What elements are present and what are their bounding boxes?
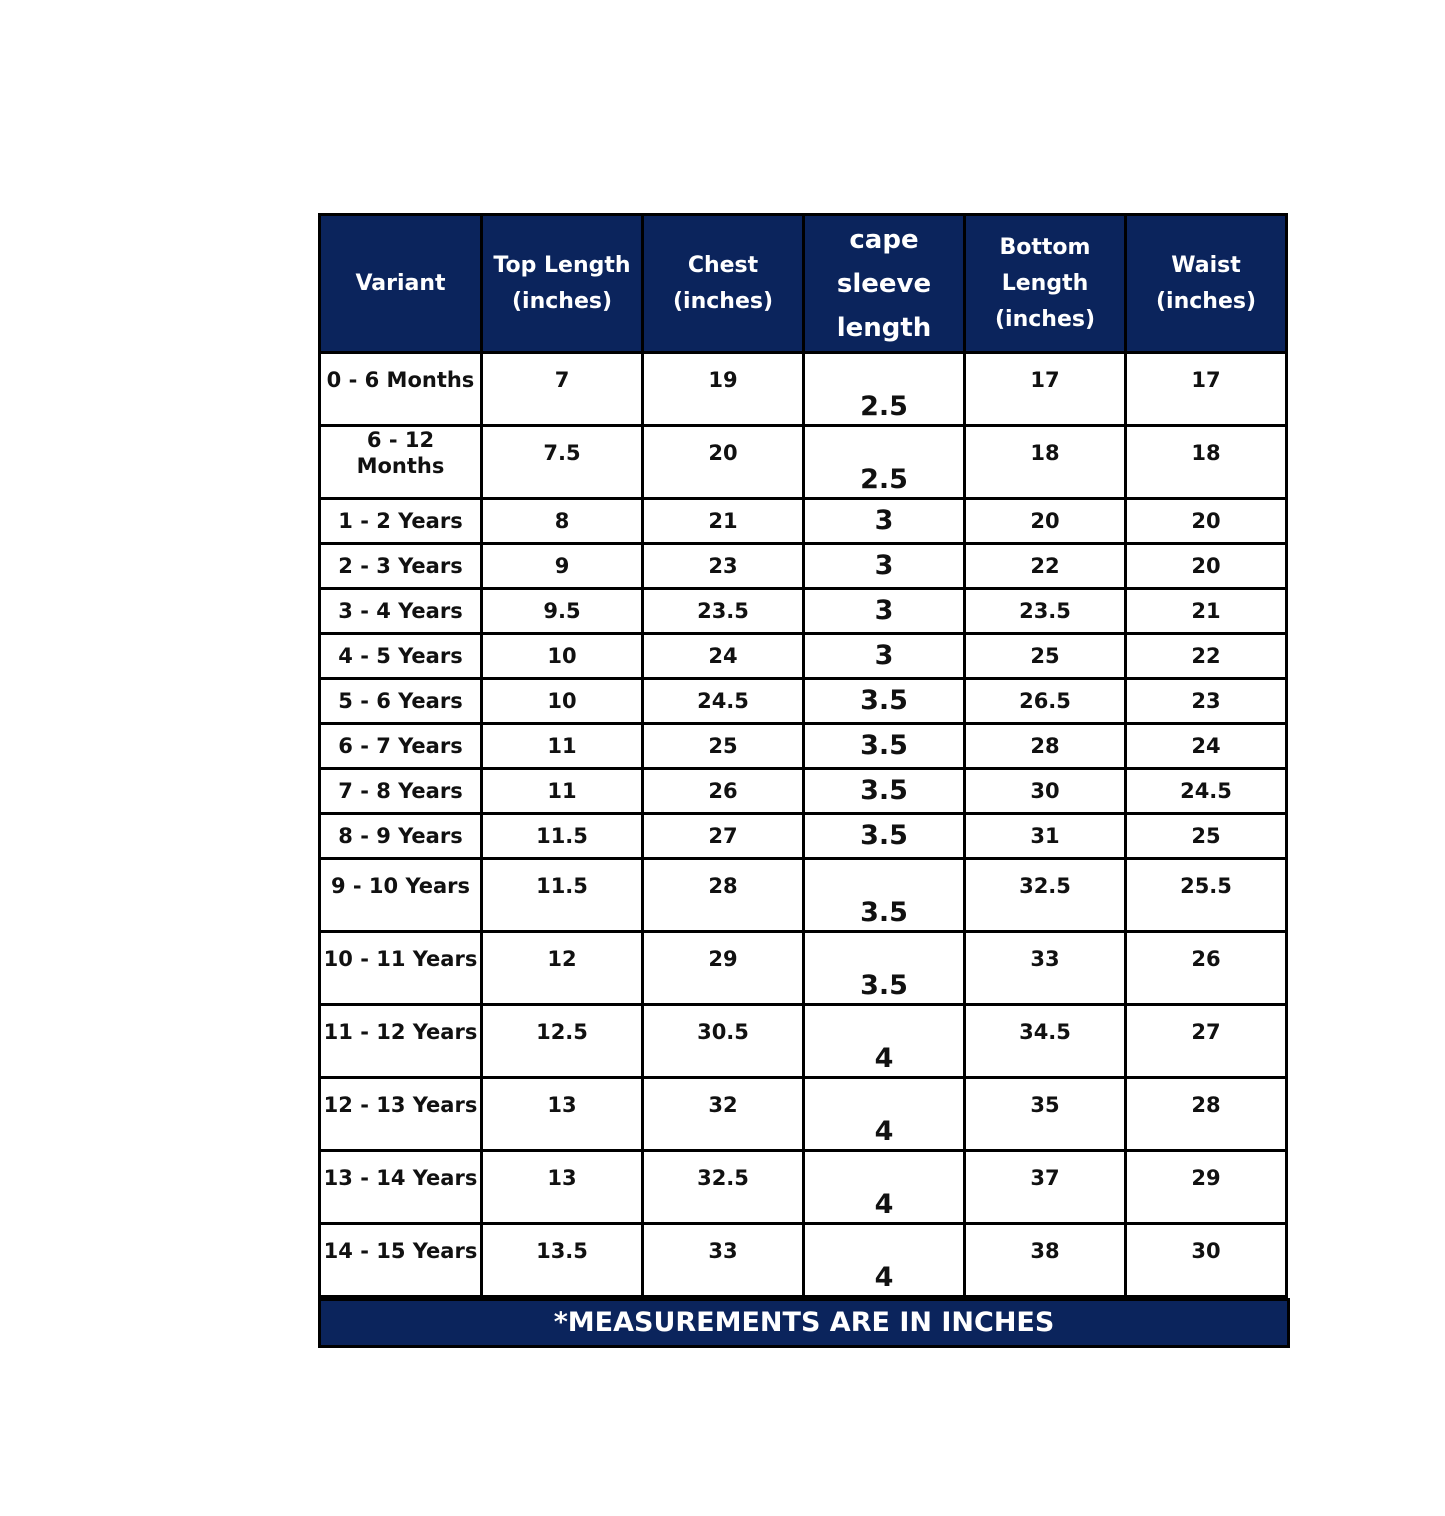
cell-chest: 28 (643, 859, 804, 932)
header-bottom-length: Bottom Length (inches) (965, 215, 1126, 353)
cell-cape-sleeve-length: 3 (804, 634, 965, 679)
cell-waist: 24 (1126, 724, 1287, 769)
cell-waist: 26 (1126, 932, 1287, 1005)
cell-cape-sleeve-length: 3.5 (804, 769, 965, 814)
cell-waist: 27 (1126, 1005, 1287, 1078)
table-row (320, 932, 1287, 1005)
cell-variant: 0 - 6 Months (320, 353, 482, 426)
cell-variant: 6 - 7 Years (320, 724, 482, 769)
cell-chest: 29 (643, 932, 804, 1005)
cell-top-length: 9 (482, 544, 643, 589)
cell-top-length: 13.5 (482, 1224, 643, 1297)
cell-variant: 12 - 13 Years (320, 1078, 482, 1151)
cell-cape-sleeve-length: 2.5 (804, 353, 965, 426)
cell-chest: 20 (643, 426, 804, 499)
cell-variant: 8 - 9 Years (320, 814, 482, 859)
cell-variant: 13 - 14 Years (320, 1151, 482, 1224)
cell-chest: 33 (643, 1224, 804, 1297)
cell-variant: 14 - 15 Years (320, 1224, 482, 1297)
header-cape-sleeve-length: cape sleeve length (804, 215, 965, 353)
table-row (320, 589, 1287, 634)
cell-bottom-length: 31 (965, 814, 1126, 859)
cell-variant: 2 - 3 Years (320, 544, 482, 589)
cell-waist: 20 (1126, 544, 1287, 589)
cell-cape-sleeve-length: 4 (804, 1078, 965, 1151)
cell-waist: 20 (1126, 499, 1287, 544)
cell-top-length: 11.5 (482, 859, 643, 932)
header-chest: Chest (inches) (643, 215, 804, 353)
size-chart-table (318, 213, 1288, 1298)
table-row (320, 769, 1287, 814)
cell-bottom-length: 28 (965, 724, 1126, 769)
cell-top-length: 7 (482, 353, 643, 426)
cell-chest: 27 (643, 814, 804, 859)
table-row (320, 1005, 1287, 1078)
cell-cape-sleeve-length: 3.5 (804, 724, 965, 769)
cell-top-length: 8 (482, 499, 643, 544)
cell-waist: 17 (1126, 353, 1287, 426)
cell-variant: 9 - 10 Years (320, 859, 482, 932)
table-row (320, 634, 1287, 679)
cell-top-length: 11 (482, 724, 643, 769)
header-row (320, 215, 1287, 353)
cell-cape-sleeve-length: 3.5 (804, 932, 965, 1005)
cell-bottom-length: 17 (965, 353, 1126, 426)
cell-top-length: 7.5 (482, 426, 643, 499)
table-row (320, 1224, 1287, 1297)
cell-chest: 30.5 (643, 1005, 804, 1078)
cell-cape-sleeve-length: 3 (804, 499, 965, 544)
cell-top-length: 9.5 (482, 589, 643, 634)
table-row (320, 1078, 1287, 1151)
cell-cape-sleeve-length: 3 (804, 544, 965, 589)
header-waist: Waist (inches) (1126, 215, 1287, 353)
cell-bottom-length: 18 (965, 426, 1126, 499)
cell-waist: 22 (1126, 634, 1287, 679)
cell-variant: 3 - 4 Years (320, 589, 482, 634)
measurements-note: *MEASUREMENTS ARE IN INCHES (318, 1298, 1290, 1348)
cell-cape-sleeve-length: 4 (804, 1005, 965, 1078)
cell-chest: 19 (643, 353, 804, 426)
cell-top-length: 10 (482, 679, 643, 724)
cell-waist: 28 (1126, 1078, 1287, 1151)
cell-cape-sleeve-length: 3.5 (804, 814, 965, 859)
cell-chest: 32.5 (643, 1151, 804, 1224)
cell-bottom-length: 34.5 (965, 1005, 1126, 1078)
cell-chest: 23 (643, 544, 804, 589)
cell-waist: 25 (1126, 814, 1287, 859)
cell-chest: 32 (643, 1078, 804, 1151)
cell-bottom-length: 33 (965, 932, 1126, 1005)
cell-cape-sleeve-length: 4 (804, 1224, 965, 1297)
cell-cape-sleeve-length: 3.5 (804, 859, 965, 932)
cell-bottom-length: 23.5 (965, 589, 1126, 634)
table-row (320, 544, 1287, 589)
cell-variant: 10 - 11 Years (320, 932, 482, 1005)
cell-waist: 29 (1126, 1151, 1287, 1224)
cell-top-length: 11 (482, 769, 643, 814)
cell-top-length: 11.5 (482, 814, 643, 859)
cell-variant: 4 - 5 Years (320, 634, 482, 679)
cell-top-length: 12 (482, 932, 643, 1005)
cell-cape-sleeve-length: 3 (804, 589, 965, 634)
table-row (320, 814, 1287, 859)
table-row (320, 1151, 1287, 1224)
header-variant: Variant (320, 215, 482, 353)
cell-variant: 1 - 2 Years (320, 499, 482, 544)
cell-chest: 25 (643, 724, 804, 769)
cell-chest: 26 (643, 769, 804, 814)
cell-waist: 23 (1126, 679, 1287, 724)
cell-chest: 21 (643, 499, 804, 544)
cell-top-length: 13 (482, 1078, 643, 1151)
cell-chest: 24.5 (643, 679, 804, 724)
table-row (320, 724, 1287, 769)
cell-bottom-length: 26.5 (965, 679, 1126, 724)
cell-waist: 25.5 (1126, 859, 1287, 932)
cell-bottom-length: 37 (965, 1151, 1126, 1224)
cell-bottom-length: 32.5 (965, 859, 1126, 932)
cell-chest: 23.5 (643, 589, 804, 634)
cell-bottom-length: 38 (965, 1224, 1126, 1297)
cell-waist: 30 (1126, 1224, 1287, 1297)
cell-variant: 11 - 12 Years (320, 1005, 482, 1078)
cell-cape-sleeve-length: 3.5 (804, 679, 965, 724)
cell-top-length: 10 (482, 634, 643, 679)
cell-bottom-length: 22 (965, 544, 1126, 589)
cell-cape-sleeve-length: 2.5 (804, 426, 965, 499)
table-row (320, 426, 1287, 499)
cell-top-length: 13 (482, 1151, 643, 1224)
cell-top-length: 12.5 (482, 1005, 643, 1078)
cell-chest: 24 (643, 634, 804, 679)
header-top-length: Top Length (inches) (482, 215, 643, 353)
cell-cape-sleeve-length: 4 (804, 1151, 965, 1224)
cell-variant: 5 - 6 Years (320, 679, 482, 724)
cell-waist: 21 (1126, 589, 1287, 634)
table-row (320, 859, 1287, 932)
cell-waist: 18 (1126, 426, 1287, 499)
cell-variant: 7 - 8 Years (320, 769, 482, 814)
cell-variant: 6 - 12 Months (320, 426, 482, 499)
cell-waist: 24.5 (1126, 769, 1287, 814)
table-row (320, 499, 1287, 544)
cell-bottom-length: 30 (965, 769, 1126, 814)
cell-bottom-length: 20 (965, 499, 1126, 544)
cell-bottom-length: 25 (965, 634, 1126, 679)
table-body (320, 353, 1287, 1297)
cell-bottom-length: 35 (965, 1078, 1126, 1151)
table-row (320, 353, 1287, 426)
table-row (320, 679, 1287, 724)
